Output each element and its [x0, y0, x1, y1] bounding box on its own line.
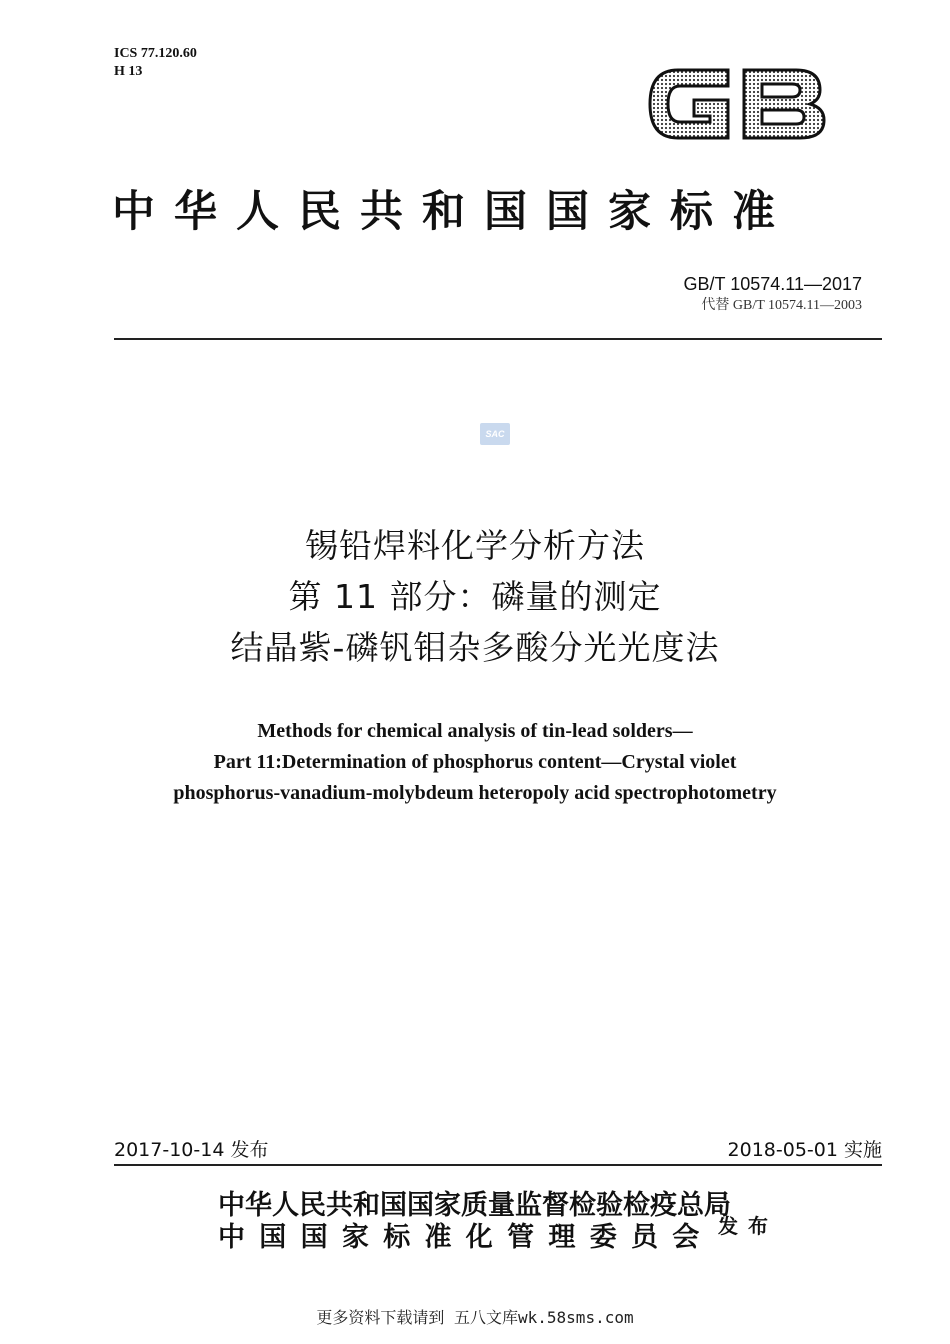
standard-number: GB/T 10574.11—2017	[683, 274, 862, 294]
chinese-title	[0, 520, 950, 673]
chinese-title-line1: 锡铅焊料化学分析方法	[305, 526, 645, 565]
issuer-line2: 中国国家标准化管理委员会	[218, 1222, 714, 1253]
classification-codes	[114, 45, 197, 81]
english-title	[0, 716, 950, 809]
header-divider	[114, 338, 882, 340]
sac-watermark: SAC	[480, 423, 510, 445]
publish-label: 发布	[718, 1214, 778, 1238]
chinese-title-line2: 第 11 部分：磷量的测定	[288, 577, 662, 616]
ics-code: ICS 77.120.60	[114, 46, 197, 61]
standard-number-block	[684, 273, 862, 317]
footer-divider	[114, 1164, 882, 1166]
download-link-text[interactable]: 更多资料下载请到 五八文库wk.58sms.com	[316, 1308, 634, 1327]
english-title-line3: phosphorus-vanadium-molybdeum heteropoly acid spectrophotometry	[173, 782, 777, 804]
english-title-line2: Part 11:Determination of phosphorus content—Crystal violet	[213, 751, 737, 773]
issue-date: 2017-10-14 发布	[114, 1139, 269, 1161]
issuer-line1: 中华人民共和国国家质量监督检验检疫总局	[218, 1190, 731, 1221]
implementation-date: 2018-05-01 实施	[727, 1139, 882, 1161]
ccs-code: H 13	[114, 64, 143, 79]
gb-logo-icon	[644, 58, 830, 150]
issuing-authorities	[218, 1190, 731, 1254]
national-standard-title: 中华人民共和国国家标准	[112, 187, 794, 237]
english-title-line1: Methods for chemical analysis of tin-lead solders—	[257, 720, 693, 742]
replaces-note: 代替 GB/T 10574.11—2003	[701, 298, 862, 313]
chinese-title-line3: 结晶紫-磷钒钼杂多酸分光光度法	[230, 628, 720, 667]
